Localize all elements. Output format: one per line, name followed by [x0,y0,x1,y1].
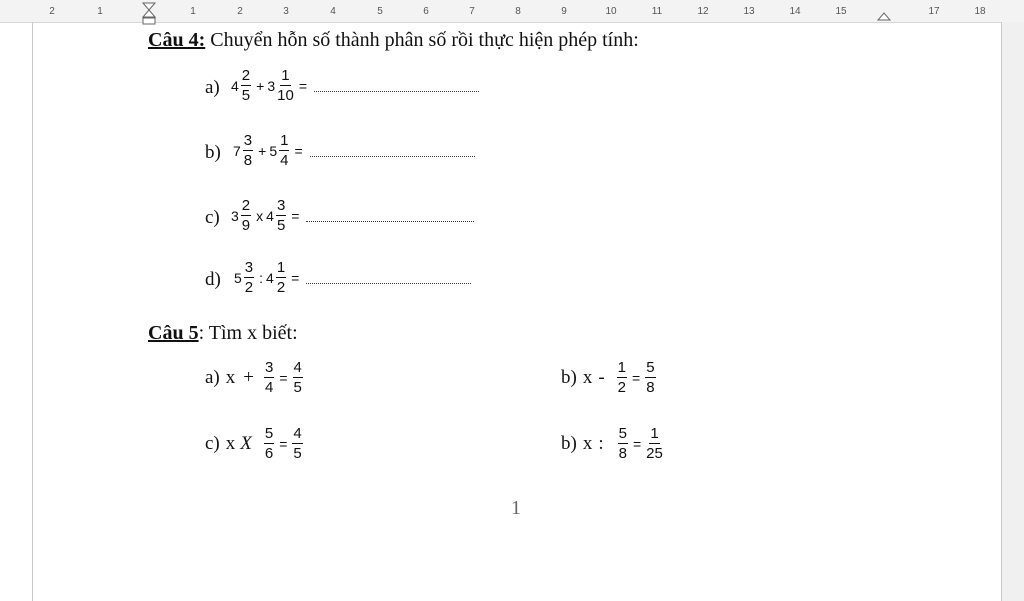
numerator: 3 [244,259,254,276]
numerator: 5 [264,425,274,442]
equals-sign: = [279,369,288,386]
denominator: 5 [276,217,286,234]
operator: : [598,432,604,454]
equals-sign: = [279,435,288,452]
ruler-tick-label: 14 [789,6,801,17]
variable-x: x [582,366,593,388]
whole-number: 5 [234,269,242,286]
numerator: 2 [241,67,251,84]
numerator: 1 [276,259,286,276]
ruler-tick-label: 1 [97,6,103,17]
ruler-tick-label: 7 [469,6,475,17]
variable-x: x [225,432,236,454]
ruler-tick-label: 5 [377,6,383,17]
denominator: 6 [264,445,274,462]
workspace-background [1002,22,1024,601]
numerator: 4 [293,425,302,442]
question-5c-expression [205,426,305,461]
fraction [293,360,303,395]
answer-blank[interactable] [306,219,474,222]
answer-blank[interactable] [310,154,475,157]
ruler-tick-label: 11 [651,6,663,17]
question-5d-expression [561,426,665,461]
ruler-tick-label: 9 [561,6,567,17]
denominator: 5 [241,87,251,104]
question-5a-expression [205,360,305,395]
fraction [618,426,628,461]
operator: + [256,77,265,94]
fraction [276,198,286,233]
page-left-edge [32,22,33,601]
numerator: 4 [293,359,302,376]
numerator: 1 [280,132,289,149]
question-5-label: Câu 5 [148,322,199,344]
ruler-tick-label: 4 [330,6,336,17]
ruler-tick-label: 10 [605,6,617,17]
denominator: 4 [264,379,274,396]
numerator: 3 [264,359,274,376]
fraction [264,426,274,461]
denominator: 8 [646,379,655,396]
fraction [646,426,663,461]
numerator: 2 [241,197,251,214]
fraction [276,260,286,295]
question-4c-expression [231,198,474,233]
denominator: 2 [617,379,626,396]
equals-sign: = [291,207,300,224]
item-label: b) [561,366,577,388]
ruler-tick-label: 8 [515,6,521,17]
operator: X [240,432,252,454]
question-5-heading [148,322,298,345]
operator: + [258,142,267,159]
fraction [645,360,655,395]
denominator: 5 [293,379,302,396]
equals-sign: = [291,269,300,286]
denominator: 2 [244,279,254,296]
ruler-tick-label: 15 [835,6,847,17]
question-4b-label: b) [205,142,221,163]
denominator: 2 [276,279,286,296]
question-4c-label: c) [205,207,220,228]
whole-number: 5 [269,142,278,159]
fraction [241,198,251,233]
numerator: 3 [276,197,286,214]
fraction [241,68,251,103]
fraction [292,426,302,461]
numerator: 1 [281,67,290,84]
whole-number: 3 [231,207,239,224]
horizontal-ruler[interactable] [0,0,1024,23]
ruler-tick-label: 2 [237,6,243,17]
fraction [264,360,274,395]
question-5-text: : Tìm x biết: [198,322,298,344]
fraction [279,133,289,168]
question-5b-expression [561,360,658,395]
ruler-tick-label: 3 [283,6,289,17]
operator: - [598,366,605,388]
whole-number: 4 [266,269,274,286]
numerator: 5 [618,425,627,442]
ruler-tick-label: 1 [190,6,196,17]
question-4-label: Câu 4: [148,29,206,51]
fraction [617,360,627,395]
equals-sign: = [294,142,303,159]
ruler-tick-label: 17 [928,6,940,17]
indent-marker-icon[interactable] [142,2,156,26]
whole-number: 4 [231,77,239,94]
numerator: 3 [243,132,253,149]
fraction [277,68,294,103]
denominator: 25 [646,445,663,462]
denominator: 8 [243,152,253,169]
item-label: a) [205,366,220,388]
equals-sign: = [298,77,307,94]
answer-blank[interactable] [314,89,479,92]
numerator: 1 [650,425,659,442]
question-4a-label: a) [205,77,220,98]
ruler-tick-label: 18 [974,6,986,17]
ruler-tick-label: 6 [423,6,429,17]
page-number: 1 [511,497,521,519]
right-indent-marker-icon[interactable] [877,11,891,21]
whole-number: 7 [233,142,241,159]
ruler-tick-label: 13 [743,6,755,17]
item-label: c) [205,432,220,454]
numerator: 1 [617,359,626,376]
question-4d-expression [234,260,471,295]
question-4-heading [148,29,639,52]
equals-sign: = [632,435,642,452]
operator: x [256,207,264,224]
operator: : [259,269,264,286]
question-4a-expression [231,68,479,103]
fraction [244,260,254,295]
variable-x: x [225,366,236,388]
ruler-tick-label: 12 [697,6,709,17]
whole-number: 4 [266,207,274,224]
denominator: 8 [618,445,627,462]
denominator: 10 [277,87,294,104]
ruler-tick-label: 2 [49,6,55,17]
equals-sign: = [632,369,641,386]
variable-x: x [582,432,593,454]
denominator: 5 [293,445,302,462]
fraction [243,133,253,168]
question-4b-expression [233,133,475,168]
numerator: 5 [646,359,655,376]
question-4-text: Chuyển hỗn số thành phân số rồi thực hiện phép tính: [205,29,639,51]
answer-blank[interactable] [306,281,471,284]
whole-number: 3 [267,77,276,94]
item-label: b) [561,432,577,454]
operator: + [243,366,254,388]
question-4d-label: d) [205,269,221,290]
denominator: 4 [280,152,289,169]
denominator: 9 [241,217,251,234]
